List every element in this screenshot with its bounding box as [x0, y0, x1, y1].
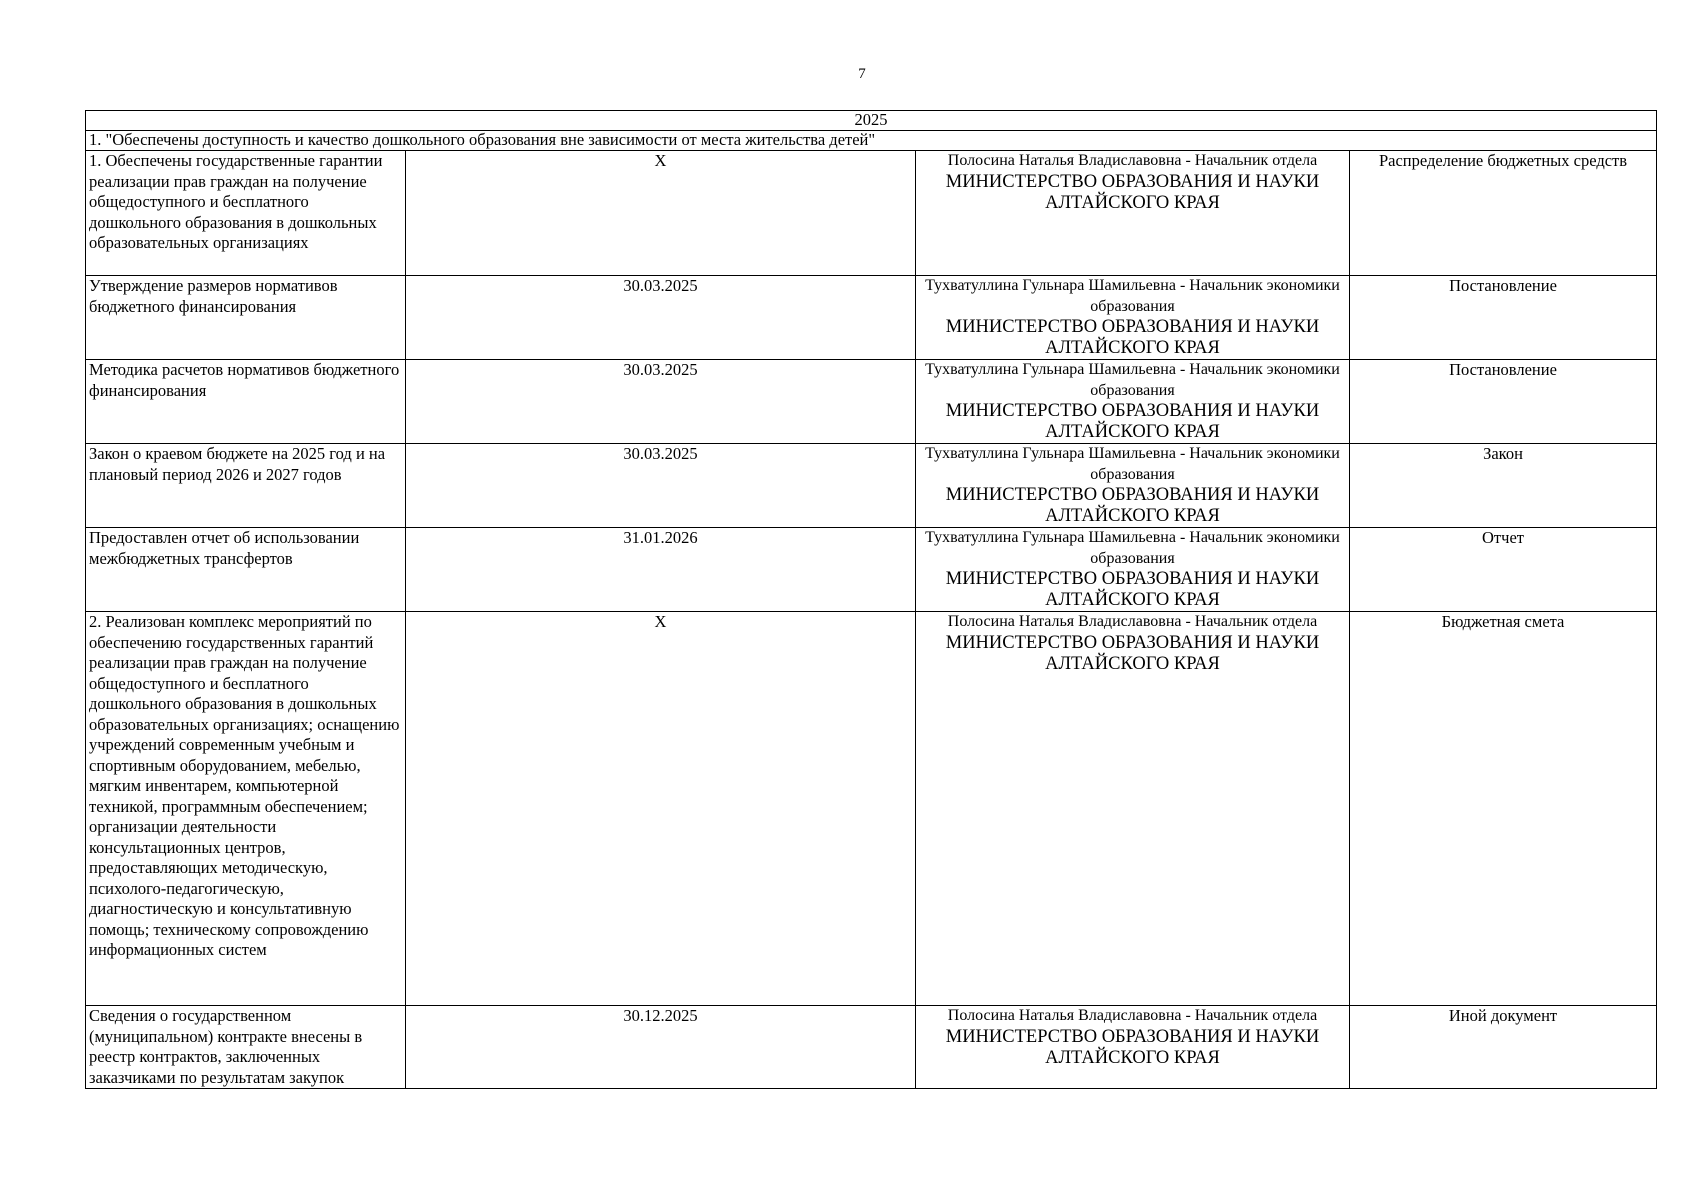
responsible-person: Полосина Наталья Владиславовна - Начальник отдела [947, 1007, 1318, 1024]
page-number: 7 [858, 66, 866, 82]
document-cell: Закон [1350, 444, 1657, 528]
table-row [86, 528, 1657, 612]
event-name-cell: Закон о краевом бюджете на 2025 год и на плановый период 2026 и 2027 годов [86, 444, 406, 528]
responsible-cell [916, 276, 1350, 360]
responsible-person: Тухватуллина Гульнара Шамильевна - Начальник экономики образования [925, 529, 1340, 567]
document-cell: Бюджетная смета [1350, 612, 1657, 1006]
date-cell: 30.12.2025 [406, 1006, 916, 1089]
table-row [86, 151, 1657, 276]
date-cell: 30.03.2025 [406, 360, 916, 444]
event-name-cell: 2. Реализован комплекс мероприятий по обеспечению государственных гарантий реализации прав граждан на получение общедоступного и бесплатного дошкольного образования в дошкольных образовательных организациях; оснащению учреждений современным учебным и спортивным оборудованием, мебелью, мягким инвентарем, компьютерной техникой, программным обеспечением; организации деятельности консультационных центров, предоставляющих методическую, психолого-педагогическую, диагностическую и консультативную помощь; техническому сопровождению информационных систем [86, 612, 406, 1006]
responsible-org: МИНИСТЕРСТВО ОБРАЗОВАНИЯ И НАУКИ АЛТАЙСКОГО КРАЯ [945, 1026, 1320, 1068]
date-cell: X [406, 612, 916, 1006]
document-cell: Постановление [1350, 276, 1657, 360]
event-name-cell: Утверждение размеров нормативов бюджетного финансирования [86, 276, 406, 360]
section-title: 1. "Обеспечены доступность и качество дошкольного образования вне зависимости от места жительства детей" [86, 131, 1657, 151]
responsible-org: МИНИСТЕРСТВО ОБРАЗОВАНИЯ И НАУКИ АЛТАЙСКОГО КРАЯ [945, 632, 1320, 674]
date-cell: 31.01.2026 [406, 528, 916, 612]
responsible-cell [916, 1006, 1350, 1089]
responsible-org: МИНИСТЕРСТВО ОБРАЗОВАНИЯ И НАУКИ АЛТАЙСКОГО КРАЯ [945, 401, 1320, 442]
event-name-cell: Предоставлен отчет об использовании межбюджетных трансфертов [86, 528, 406, 612]
responsible-org: МИНИСТЕРСТВО ОБРАЗОВАНИЯ И НАУКИ АЛТАЙСКОГО КРАЯ [945, 569, 1320, 610]
date-cell: 30.03.2025 [406, 276, 916, 360]
table-row [86, 444, 1657, 528]
table-row [86, 360, 1657, 444]
responsible-person: Тухватуллина Гульнара Шамильевна - Начальник экономики образования [925, 361, 1340, 399]
responsible-org: МИНИСТЕРСТВО ОБРАЗОВАНИЯ И НАУКИ АЛТАЙСКОГО КРАЯ [945, 317, 1320, 358]
responsible-person: Полосина Наталья Владиславовна - Начальник отдела [947, 152, 1318, 169]
responsible-cell [916, 444, 1350, 528]
responsible-cell [916, 528, 1350, 612]
responsible-person: Тухватуллина Гульнара Шамильевна - Начальник экономики образования [925, 277, 1340, 315]
responsible-cell [916, 612, 1350, 1006]
date-cell: X [406, 151, 916, 276]
responsible-cell [916, 360, 1350, 444]
table-row [86, 612, 1657, 1006]
responsible-org: МИНИСТЕРСТВО ОБРАЗОВАНИЯ И НАУКИ АЛТАЙСКОГО КРАЯ [945, 485, 1320, 526]
document-cell: Иной документ [1350, 1006, 1657, 1089]
document-cell: Постановление [1350, 360, 1657, 444]
event-name-cell: Методика расчетов нормативов бюджетного финансирования [86, 360, 406, 444]
date-cell: 30.03.2025 [406, 444, 916, 528]
table-row [86, 1006, 1657, 1089]
responsible-org: МИНИСТЕРСТВО ОБРАЗОВАНИЯ И НАУКИ АЛТАЙСКОГО КРАЯ [945, 171, 1320, 213]
responsible-person: Полосина Наталья Владиславовна - Начальник отдела [947, 613, 1318, 630]
event-name-cell: Сведения о государственном (муниципальном) контракте внесены в реестр контрактов, заключенных заказчиками по результатам закупок [86, 1006, 406, 1089]
document-cell: Распределение бюджетных средств [1350, 151, 1657, 276]
event-name-cell: 1. Обеспечены государственные гарантии реализации прав граждан на получение общедоступного и бесплатного дошкольного образования в дошкольных образовательных организациях [86, 151, 406, 276]
year-cell: 2025 [86, 111, 1657, 131]
responsible-person: Тухватуллина Гульнара Шамильевна - Начальник экономики образования [925, 445, 1340, 483]
plan-table [85, 110, 1657, 1089]
responsible-cell [916, 151, 1350, 276]
table-row [86, 276, 1657, 360]
document-cell: Отчет [1350, 528, 1657, 612]
section-row [86, 131, 1657, 151]
year-row [86, 111, 1657, 131]
